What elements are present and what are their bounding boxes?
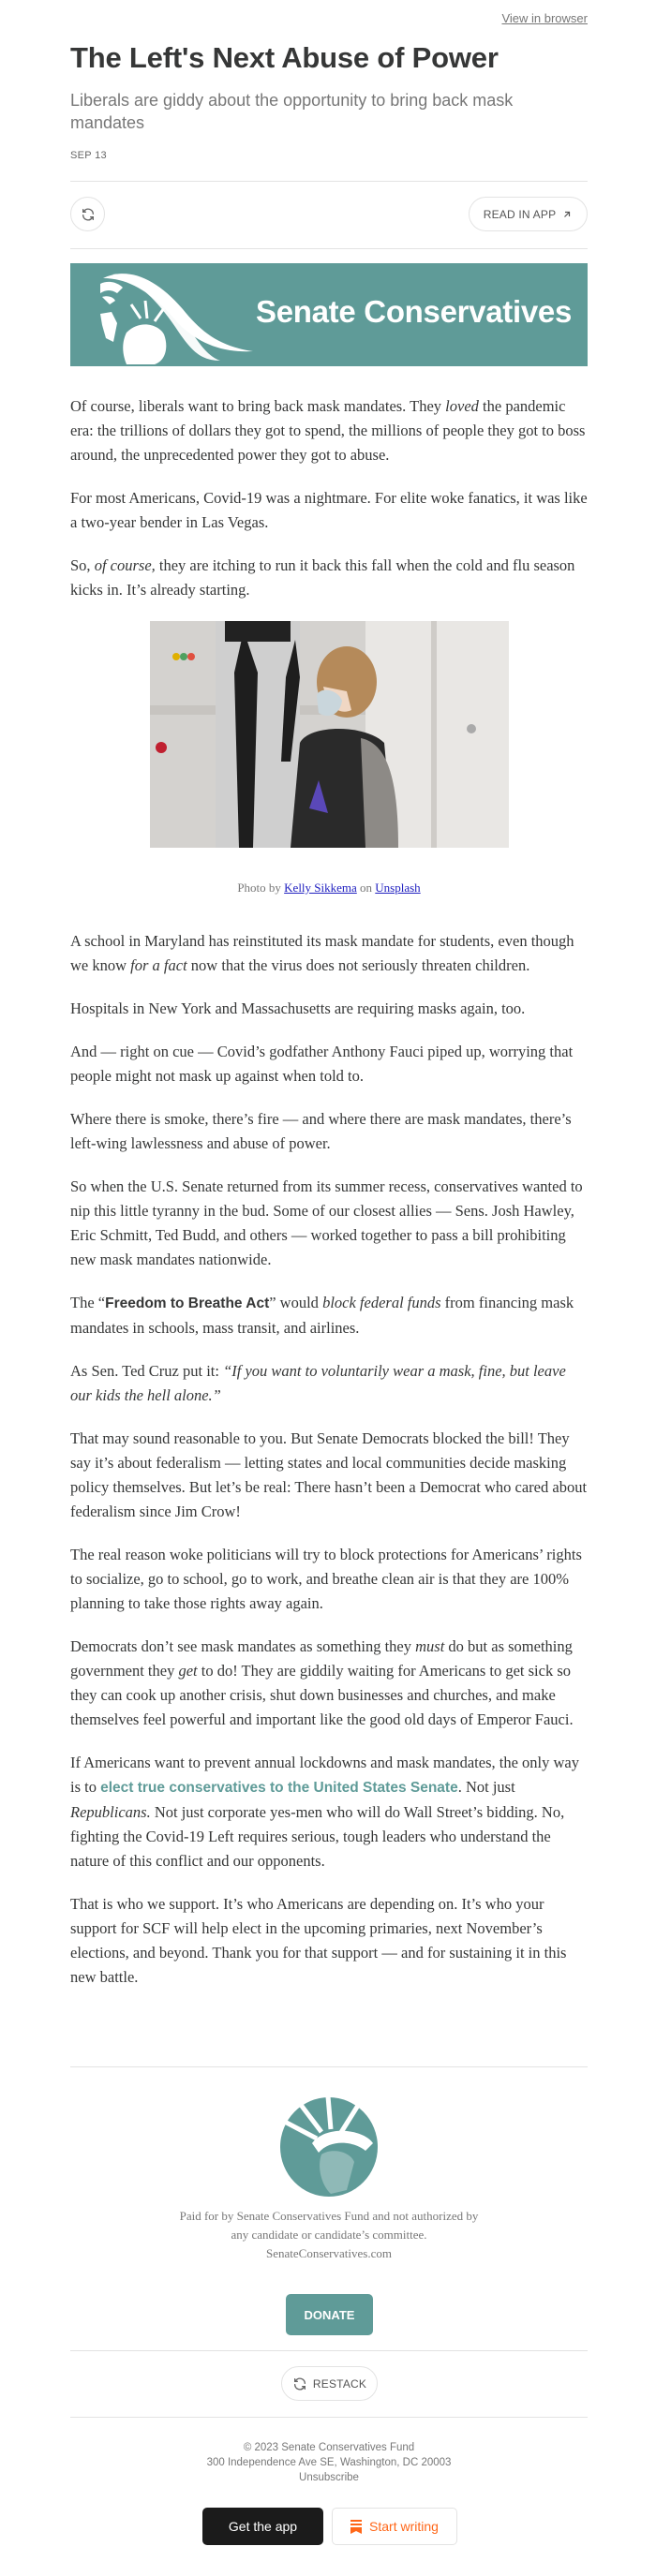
divider <box>70 2417 588 2418</box>
start-writing-button[interactable] <box>332 2508 457 2545</box>
post-title: The Left's Next Abuse of Power <box>70 41 499 74</box>
text-segment: Of course, liberals want to bring back mask mandates. They <box>70 397 446 415</box>
photo-caption <box>70 881 588 896</box>
read-in-app-label: READ IN APP <box>483 207 557 221</box>
article-paragraph <box>70 1107 588 1156</box>
view-in-browser-link[interactable]: View in browser <box>501 11 588 25</box>
article-photo-masked-children <box>150 621 509 848</box>
read-in-app-button[interactable] <box>469 197 588 231</box>
restack-icon <box>81 207 96 222</box>
text-segment: Hospitals in New York and Massachusetts are requiring masks again, too. <box>70 999 526 1017</box>
text-segment: ” would <box>269 1294 323 1311</box>
post-subtitle: Liberals are giddy about the opportunity to bring back mask mandates <box>70 91 514 132</box>
bold-text: Freedom to Breathe Act <box>105 1295 270 1311</box>
emphasis-text: of course, <box>94 556 156 574</box>
text-segment: . Not just <box>457 1778 515 1796</box>
text-segment: That may sound reasonable to you. But Senate Democrats blocked the bill! They say it’s about federalism — letting states and local communities decide masking policy themselves. But let’s be real: There hasn’t been a Democrat who cared about federalism since Jim Crow! <box>70 1429 588 1520</box>
article-paragraph <box>70 1635 588 1732</box>
statue-of-liberty-logo <box>89 267 253 364</box>
website-text: SenateConservatives.com <box>266 2246 392 2260</box>
disclaimer-line-2: any candidate or candidate’s committee. <box>231 2228 427 2242</box>
emphasis-text: “If you want to voluntarily wear a mask, fine, but leave our kids the hell alone.” <box>70 1362 566 1404</box>
banner-title: Senate Conservatives <box>256 294 573 329</box>
divider <box>70 181 588 182</box>
text-segment: the pandemic era: the trillions of dollars they got to spend, the millions of people they got to boss around, the unprecedented power they got to abuse. <box>70 397 586 464</box>
article-intro <box>70 394 588 621</box>
article-paragraph <box>70 1427 588 1524</box>
article-paragraph <box>70 394 588 467</box>
text-segment: For most Americans, Covid-19 was a nightmare. For elite woke fanatics, it was like a two-year bender in Las Vegas. <box>70 489 588 531</box>
text-segment: The real reason woke politicians will try to block protections for Americans’ rights to socialize, go to school, go to work, and breathe clean air is that they are 100% planning to take those rights away again. <box>70 1546 582 1612</box>
get-the-app-button[interactable] <box>202 2508 323 2545</box>
text-segment: Democrats don’t see mask mandates as something they <box>70 1637 416 1655</box>
text-segment: they are itching to run it back this fall when the cold and flu season kicks in. It’s already starting. <box>70 556 575 599</box>
article-paragraph <box>70 486 588 535</box>
caption-middle: on <box>356 881 376 895</box>
restack-footer-button[interactable] <box>281 2366 378 2401</box>
article-paragraph <box>70 997 588 1021</box>
caption-prefix: Photo by <box>237 881 285 895</box>
arrow-up-right-icon <box>561 209 573 220</box>
emphasis-text: Republicans. <box>70 1803 151 1821</box>
restack-label: RESTACK <box>312 2376 367 2391</box>
text-segment: do but as something government they <box>70 1637 573 1680</box>
text-segment: That is who we support. It’s who Americans are depending on. It’s who your support for SCF will help elect in the upcoming primaries, next November’s elections, and beyond. Thank you for that support — and for sustaining it in this new battle. <box>70 1895 567 1986</box>
emphasis-text: loved <box>445 397 479 415</box>
article-paragraph <box>70 1291 588 1340</box>
text-segment: to do! They are giddily waiting for Americans to get sick so they can cook up another crisis, shut down businesses and churches, and make themselves feel powerful and important like the good old days of Emperor Fauci. <box>70 1662 574 1728</box>
emphasis-text: for a fact <box>130 956 187 974</box>
start-writing-label: Start writing <box>369 2519 439 2534</box>
photo-author-link[interactable]: Kelly Sikkema <box>284 881 357 895</box>
text-segment: Not just corporate yes-men who will do Wall Street’s bidding. No, fighting the Covid-19 Left requires serious, tough leaders who understand the nature of this conflict and our opponents. <box>70 1803 565 1870</box>
divider <box>70 2350 588 2351</box>
article-paragraph <box>70 1751 588 1873</box>
disclaimer-line-1: Paid for by Senate Conservatives Fund and not authorized by <box>179 2209 479 2223</box>
senate-conservatives-banner <box>70 263 588 366</box>
divider <box>70 248 588 249</box>
text-segment: As Sen. Ted Cruz put it: <box>70 1362 224 1380</box>
senate-conservatives-liberty-logo <box>279 2096 379 2198</box>
legal-footer <box>70 2440 588 2485</box>
article-body <box>70 929 588 2008</box>
text-segment: The “ <box>70 1294 106 1311</box>
unsplash-link[interactable]: Unsplash <box>375 881 421 895</box>
post-date: SEP 13 <box>70 150 107 161</box>
restack-button[interactable] <box>70 197 105 231</box>
emphasis-text: must <box>415 1637 445 1655</box>
article-paragraph <box>70 1175 588 1272</box>
article-paragraph <box>70 1892 588 1990</box>
emphasis-text: get <box>178 1662 198 1680</box>
text-segment: So, <box>70 556 95 574</box>
get-the-app-label: Get the app <box>228 2519 298 2534</box>
article-paragraph <box>70 929 588 978</box>
substack-logo-icon <box>350 2520 362 2534</box>
text-segment: Where there is smoke, there’s fire — and where there are mask mandates, there’s left-wing lawlessness and abuse of power. <box>70 1110 572 1152</box>
article-paragraph <box>70 1359 588 1408</box>
donate-button[interactable]: DONATE <box>286 2294 373 2335</box>
unsubscribe-link[interactable]: Unsubscribe <box>299 2472 359 2483</box>
disclaimer <box>70 2207 588 2263</box>
divider <box>70 2066 588 2067</box>
emphasis-text: block federal funds <box>322 1294 441 1311</box>
copyright: © 2023 Senate Conservatives Fund <box>243 2442 415 2453</box>
address: 300 Independence Ave SE, Washington, DC 20003 <box>206 2457 452 2468</box>
article-paragraph <box>70 554 588 602</box>
article-paragraph <box>70 1040 588 1088</box>
article-paragraph <box>70 1543 588 1616</box>
text-segment: So when the U.S. Senate returned from its summer recess, conservatives wanted to nip this little tyranny in the bud. Some of our closest allies — Sens. Josh Hawley, Eric Schmitt, Ted Budd, and others — worked together to pass a bill prohibiting new mask mandates nationwide. <box>70 1177 583 1268</box>
text-segment: A school in Maryland has reinstituted its mask mandate for students, even though we know <box>70 932 574 974</box>
text-segment: from financing mask mandates in schools, mass transit, and airlines. <box>70 1294 574 1337</box>
restack-icon <box>292 2376 307 2391</box>
elect-conservatives-link[interactable]: elect true conservatives to the United States Senate <box>100 1780 458 1796</box>
text-segment: And — right on cue — Covid’s godfather Anthony Fauci piped up, worrying that people might not mask up against when told to. <box>70 1043 574 1085</box>
text-segment: If Americans want to prevent annual lockdowns and mask mandates, the only way is to <box>70 1754 579 1796</box>
text-segment: now that the virus does not seriously threaten children. <box>186 956 530 974</box>
